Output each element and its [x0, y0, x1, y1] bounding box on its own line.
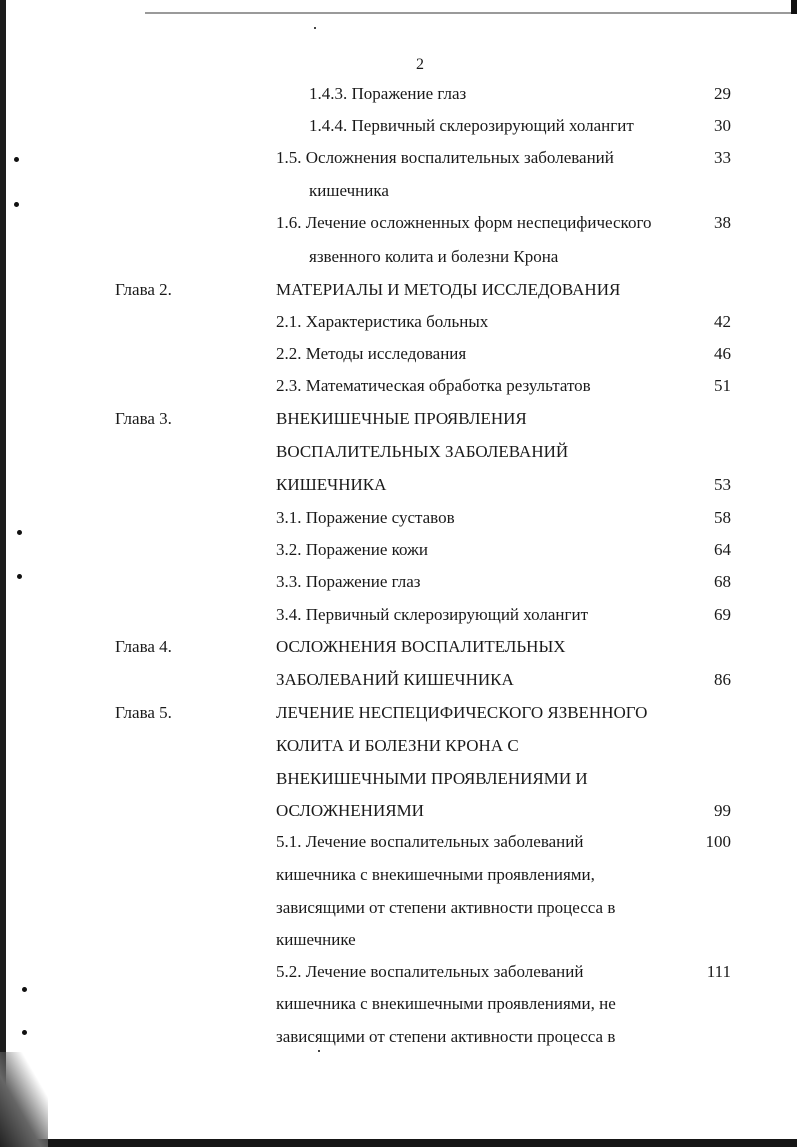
speck: [314, 27, 316, 29]
toc-chapter-label: Глава 3.: [115, 409, 172, 428]
toc-page-number: 53: [714, 475, 731, 494]
toc-page-number: 68: [714, 572, 731, 591]
toc-entry-text: КОЛИТА И БОЛЕЗНИ КРОНА С: [276, 736, 519, 755]
toc-entry-text: 3.3. Поражение глаз: [276, 572, 421, 591]
toc-page-number: 29: [714, 84, 731, 103]
toc-entry-text: 1.6. Лечение осложненных форм неспецифического: [276, 213, 652, 232]
toc-entry-text: 5.2. Лечение воспалительных заболеваний: [276, 962, 584, 981]
toc-page-number: 111: [706, 962, 731, 981]
toc-entry-text: КИШЕЧНИКА: [276, 475, 387, 494]
punch-dot: [14, 202, 19, 207]
punch-dot: [17, 530, 22, 535]
toc-entry-text: 1.5. Осложнения воспалительных заболеваний: [276, 148, 614, 167]
toc-chapter-label: Глава 5.: [115, 703, 172, 722]
toc-page-number: 64: [714, 540, 731, 559]
toc-entry-text: ОСЛОЖНЕНИЯ ВОСПАЛИТЕЛЬНЫХ: [276, 637, 566, 656]
toc-entry-text: кишечника: [309, 181, 389, 200]
toc-chapter-label: Глава 4.: [115, 637, 172, 656]
speck: [318, 1050, 320, 1052]
toc-page-number: 51: [714, 376, 731, 395]
toc-page-number: 99: [714, 801, 731, 820]
toc-entry-text: ЗАБОЛЕВАНИЙ КИШЕЧНИКА: [276, 670, 514, 689]
toc-page-number: 33: [714, 148, 731, 167]
scan-edge-top: [145, 12, 797, 14]
punch-dot: [22, 987, 27, 992]
toc-entry-text: МАТЕРИАЛЫ И МЕТОДЫ ИССЛЕДОВАНИЯ: [276, 280, 621, 299]
toc-page-number: 100: [705, 832, 731, 851]
scan-edge-left: [0, 0, 6, 1147]
toc-entry-text: язвенного колита и болезни Крона: [309, 247, 559, 266]
toc-page-number: 30: [714, 116, 731, 135]
page-number: 2: [416, 56, 424, 73]
scan-edge-right: [791, 0, 797, 14]
punch-dot: [22, 1030, 27, 1035]
toc-entry-text: 5.1. Лечение воспалительных заболеваний: [276, 832, 584, 851]
toc-entry-text: ЛЕЧЕНИЕ НЕСПЕЦИФИЧЕСКОГО ЯЗВЕННОГО: [276, 703, 648, 722]
toc-entry-text: кишечнике: [276, 930, 356, 949]
toc-entry-text: 3.4. Первичный склерозирующий холангит: [276, 605, 589, 624]
toc-entry-text: зависящими от степени активности процесса в: [276, 898, 616, 917]
toc-page-number: 69: [714, 605, 731, 624]
toc-entry-text: ОСЛОЖНЕНИЯМИ: [276, 801, 424, 820]
toc-entry-text: кишечника с внекишечными проявлениями,: [276, 865, 595, 884]
toc-entry-text: 3.1. Поражение суставов: [276, 508, 455, 527]
toc-entry-text: ВНЕКИШЕЧНЫЕ ПРОЯВЛЕНИЯ: [276, 409, 527, 428]
toc-chapter-label: Глава 2.: [115, 280, 172, 299]
punch-dot: [14, 157, 19, 162]
punch-dot: [17, 574, 22, 579]
toc-entry-text: ВОСПАЛИТЕЛЬНЫХ ЗАБОЛЕВАНИЙ: [276, 442, 569, 461]
toc-entry-text: 1.4.4. Первичный склерозирующий холангит: [309, 116, 634, 135]
toc-page-number: 58: [714, 508, 731, 527]
toc-entry-text: 2.3. Математическая обработка результатов: [276, 376, 591, 395]
toc-page-number: 38: [714, 213, 731, 232]
toc-entry-text: 3.2. Поражение кожи: [276, 540, 428, 559]
toc-entry-text: зависящими от степени активности процесса в: [276, 1027, 616, 1046]
toc-entry-text: 1.4.3. Поражение глаз: [309, 84, 467, 103]
toc-entry-text: 2.2. Методы исследования: [276, 344, 467, 363]
toc-page-number: 46: [714, 344, 731, 363]
scan-edge-bottom: [0, 1139, 797, 1147]
toc-entry-text: 2.1. Характеристика больных: [276, 312, 489, 331]
toc-entry-text: ВНЕКИШЕЧНЫМИ ПРОЯВЛЕНИЯМИ И: [276, 769, 588, 788]
scan-corner-shadow: [0, 1052, 48, 1147]
toc-page-number: 42: [714, 312, 731, 331]
toc-page-number: 86: [714, 670, 731, 689]
toc-entry-text: кишечника с внекишечными проявлениями, не: [276, 994, 616, 1013]
